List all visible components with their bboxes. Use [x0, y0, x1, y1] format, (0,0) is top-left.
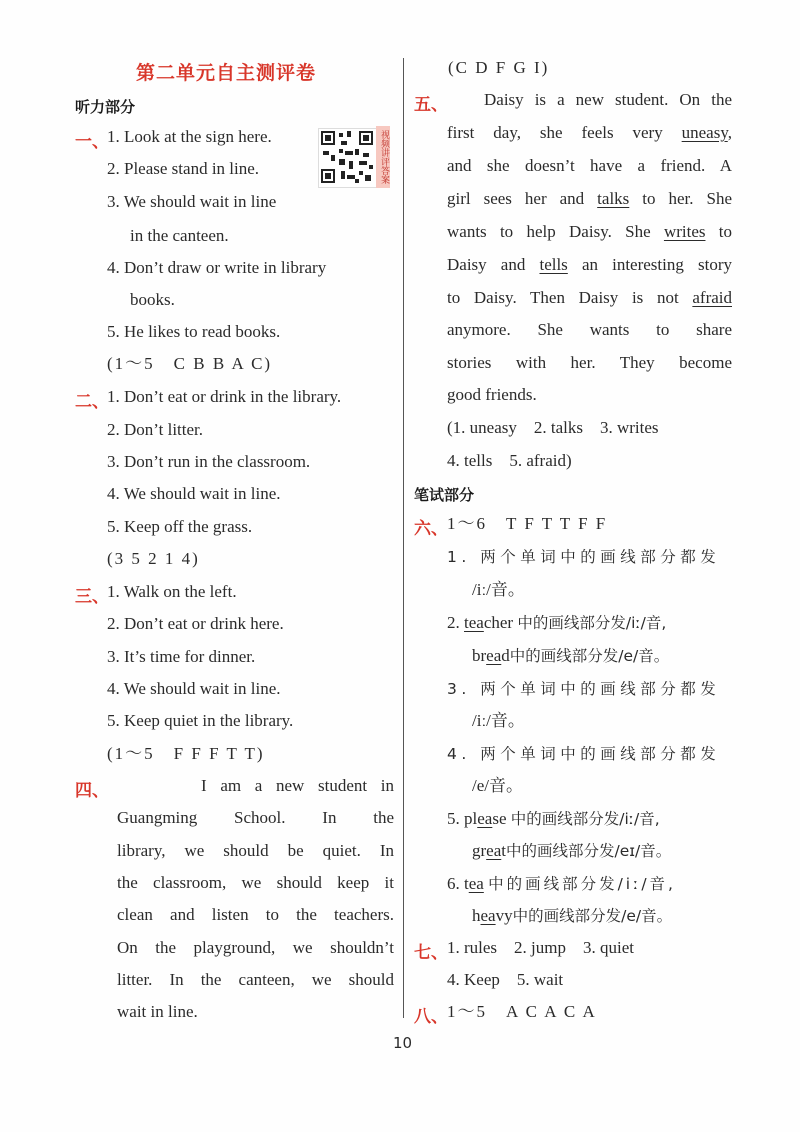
- s4-passage-line: litter. In the canteen, we should: [117, 970, 394, 989]
- qr-code-icon[interactable]: [318, 128, 378, 188]
- s1-item: 4. Don’t draw or write in library: [107, 258, 327, 277]
- s5-passage-line: first day, she feels very uneasy,: [447, 123, 732, 142]
- s1-item: books.: [130, 290, 175, 309]
- section-3-number: 三、: [75, 587, 109, 607]
- section-5-number: 五、: [414, 95, 448, 115]
- s6-explanation: 3. 两个单词中的画线部分都发: [447, 680, 721, 698]
- s3-item: 3. It’s time for dinner.: [107, 647, 256, 666]
- s5-answer: (1. uneasy 2. talks 3. writes: [447, 418, 659, 437]
- s7-answer: 1. rules 2. jump 3. quiet: [447, 938, 634, 957]
- s5-passage-line: anymore. She wants to share: [447, 320, 732, 339]
- s6-explanation: 1. 两个单词中的画线部分都发: [447, 548, 721, 566]
- s6-explanation: /e/音。: [472, 776, 523, 795]
- s6-explanation: bread中的画线部分发/e/音。: [472, 646, 670, 665]
- s5-passage-line: stories with her. They become: [447, 353, 732, 372]
- s2-item: 4. We should wait in line.: [107, 484, 281, 503]
- s6-explanation: /iː/音。: [472, 580, 525, 599]
- s5-passage-line: and she doesn’t have a friend. A: [447, 156, 732, 175]
- s4-answer: (C D F G I): [448, 58, 550, 77]
- answer-word-underlined: talks: [597, 189, 630, 208]
- answer-word-underlined: uneasy: [681, 123, 728, 142]
- writing-header: 笔试部分: [414, 486, 475, 504]
- s1-item: 2. Please stand in line.: [107, 159, 260, 178]
- s4-passage-line: I am a new student in: [201, 776, 394, 795]
- section-2-number: 二、: [75, 392, 109, 412]
- s4-passage-line: the classroom, we should keep it: [117, 873, 394, 892]
- s6-explanation: 4. 两个单词中的画线部分都发: [447, 745, 721, 763]
- s5-passage-line: Daisy is a new student. On the: [484, 90, 732, 109]
- s2-answer: (3 5 2 1 4): [107, 549, 200, 568]
- s3-item: 4. We should wait in line.: [107, 679, 281, 698]
- s4-passage-line: On the playground, we shouldn’t: [117, 938, 394, 957]
- listening-header: 听力部分: [75, 98, 136, 116]
- s4-passage-line: Guangming School. In the: [117, 808, 394, 827]
- section-1-number: 一、: [75, 132, 109, 152]
- s4-passage-line: library, we should be quiet. In: [117, 841, 394, 860]
- s6-answer: 1～6 T F T T F F: [447, 514, 608, 533]
- s3-item: 1. Walk on the left.: [107, 582, 237, 601]
- s6-explanation: great中的画线部分发/eɪ/音。: [472, 841, 672, 860]
- s1-item: 1. Look at the sign here.: [107, 127, 272, 146]
- page-title: 第二单元自主测评卷: [136, 62, 317, 84]
- page-number: 10: [393, 1034, 413, 1052]
- s5-answer: 4. tells 5. afraid): [447, 451, 572, 470]
- s7-answer: 4. Keep 5. wait: [447, 970, 564, 989]
- s5-passage-line: girl sees her and talks to her. She: [447, 189, 733, 208]
- s6-explanation: /iː/音。: [472, 711, 525, 730]
- s6-explanation: 6. tea 中的画线部分发/iː/音,: [447, 874, 676, 893]
- answer-word-underlined: tells: [539, 255, 568, 274]
- s2-item: 3. Don’t run in the classroom.: [107, 452, 311, 471]
- s8-answer: 1～5 A C A C A: [447, 1002, 597, 1021]
- answer-word-underlined: writes: [663, 222, 706, 241]
- s2-item: 1. Don’t eat or drink in the library.: [107, 387, 342, 406]
- s2-item: 5. Keep off the grass.: [107, 517, 253, 536]
- s3-answer: (1～5 F F F T T): [107, 744, 265, 763]
- s5-passage-line: wants to help Daisy. She writes to: [447, 222, 733, 241]
- section-6-number: 六、: [414, 519, 448, 539]
- s3-item: 2. Don’t eat or drink here.: [107, 614, 284, 633]
- s3-item: 5. Keep quiet in the library.: [107, 711, 294, 730]
- s5-passage-line: good friends.: [447, 385, 537, 404]
- s4-passage-line: clean and listen to the teachers.: [117, 905, 394, 924]
- section-7-number: 七、: [414, 943, 448, 963]
- s5-passage-line: to Daisy. Then Daisy is not afraid: [447, 288, 732, 307]
- s4-passage-line: wait in line.: [117, 1002, 198, 1021]
- column-divider: [403, 58, 404, 1018]
- s1-item: 3. We should wait in line: [107, 192, 277, 211]
- s6-explanation: 2. teacher 中的画线部分发/iː/音,: [447, 613, 667, 632]
- section-8-number: 八、: [414, 1007, 448, 1027]
- s2-item: 2. Don’t litter.: [107, 420, 204, 439]
- answer-word-underlined: afraid: [692, 288, 732, 307]
- s1-item: 5. He likes to read books.: [107, 322, 281, 341]
- s6-explanation: heavy中的画线部分发/e/音。: [472, 906, 673, 925]
- section-4-number: 四、: [75, 781, 109, 801]
- s6-explanation: 5. please 中的画线部分发/iː/音,: [447, 809, 660, 828]
- qr-video-label: 视频讲评答案: [376, 126, 390, 188]
- s5-passage-line: Daisy and tells an interesting story: [447, 255, 732, 274]
- s1-answer: (1～5 C B B A C): [107, 354, 273, 373]
- s1-item: in the canteen.: [130, 226, 229, 245]
